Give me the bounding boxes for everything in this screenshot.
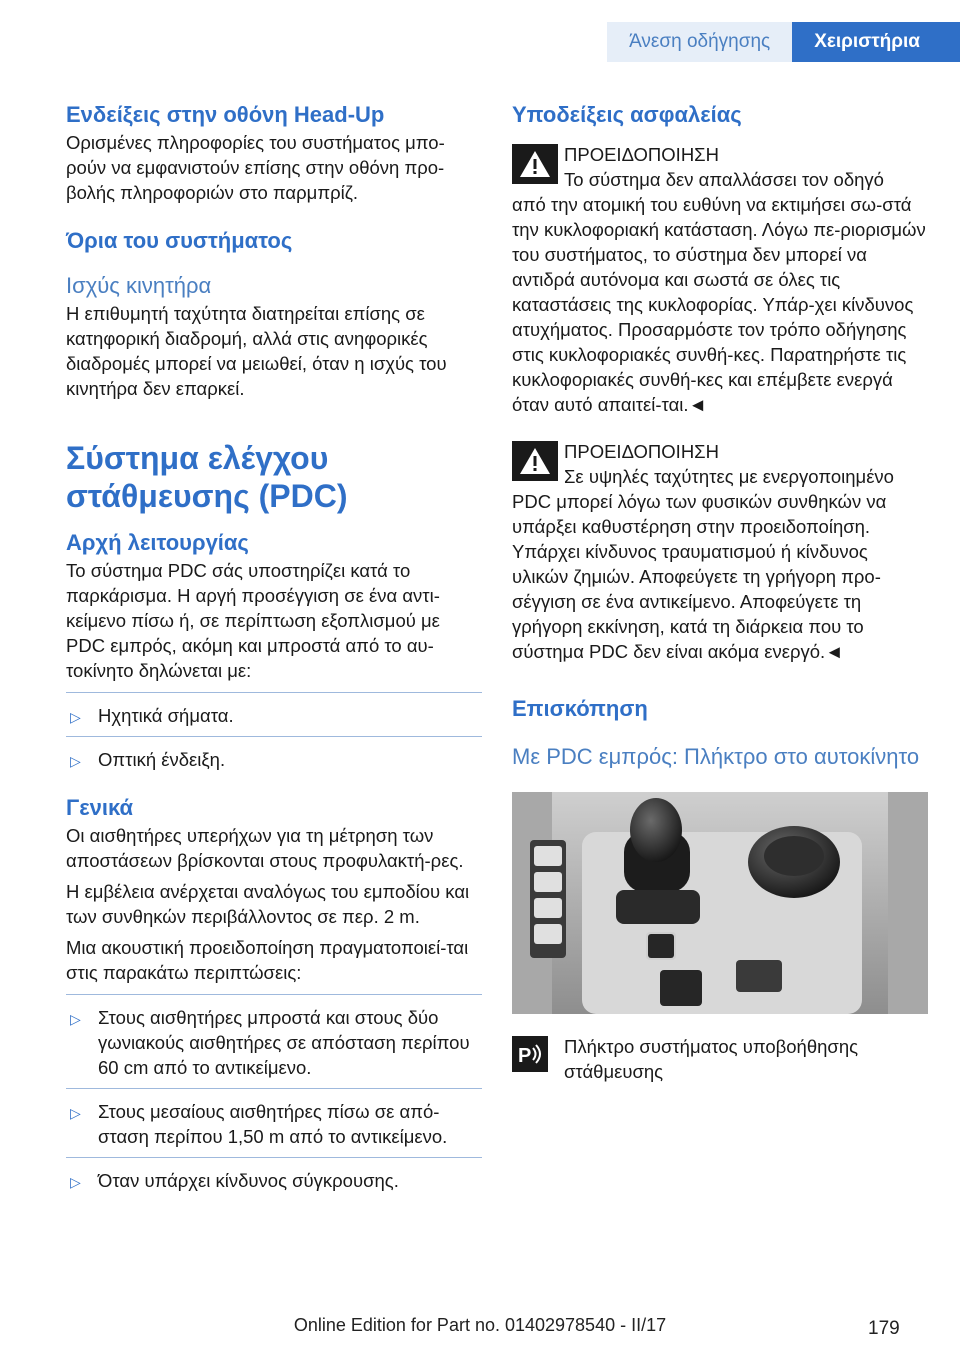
list-item: ▷ Στους αισθητήρες μπροστά και στους δύο γωνιακούς αισθητήρες σε απόσταση περίπου 60 cm από το αντικείμενο. [66,994,482,1088]
heading-general: Γενικά [66,795,134,820]
triangle-bullet-icon: ▷ [70,709,81,725]
triangle-bullet-icon: ▷ [70,1174,81,1190]
warning-triangle-icon [512,144,558,184]
center-console-photo [512,792,928,1014]
heading-front-pdc: Με PDC εμπρός: Πλήκτρο στο αυτοκίνητο [512,744,920,769]
triangle-bullet-icon: ▷ [70,1011,81,1027]
warning-text-first-line: Το σύστημα δεν απαλλάσσει τον οδηγό [564,169,884,190]
list-item: ▷ Όταν υπάρχει κίνδυνος σύγκρουσης. [66,1157,482,1201]
caption-text: Πλήκτρο συστήματος υποβοήθησης στάθμευσης [564,1036,859,1082]
heading-system-limits: Όρια του συστήματος [66,228,293,253]
heading-safety: Υποδείξεις ασφαλείας [512,102,742,127]
heading-overview: Επισκόπηση [512,696,648,721]
warning-cases-list [66,994,482,1201]
para-headup: Ορισμένες πληροφορίες του συστήματος μπο-ρούν να εμφανιστούν επίσης στην οθόνη προ-βολής πληροφοριών στο παρμπρίζ. [66,132,445,203]
principle-list [66,692,482,780]
list-item: ▷ Ηχητικά σήματα. [66,692,482,736]
chapter-tab: Χειριστήρια [792,22,960,62]
heading-pdc-line1: Σύστημα ελέγχου [66,440,329,476]
pdc-button-icon [512,1036,548,1072]
section-tab: Άνεση οδήγησης [607,22,792,62]
warning-label: ΠΡΟΕΙΔΟΠΟΙΗΣΗ [564,441,719,462]
para-principle: Το σύστημα PDC σάς υποστηρίζει κατά το παρκάρισμα. Η αργή προσέγγιση σε ένα αντι-κείμενο πίσω ή, σε περίπτωση εξοπλισμού με PDC εμπρός, ακόμη και μπροστά από το αυ-τοκίνητο δηλώνεται με: [66,560,440,681]
left-column [66,100,482,1201]
list-item: ▷ Στους μεσαίους αισθητήρες πίσω σε από-σταση περίπου 1,50 m από το αντικείμενο. [66,1088,482,1157]
heading-engine-power: Ισχύς κινητήρα [66,273,212,298]
triangle-bullet-icon: ▷ [70,1105,81,1121]
warning-triangle-icon [512,441,558,481]
heading-headup: Ενδείξεις στην οθόνη Head-Up [66,102,385,127]
svg-text:P: P [518,1045,532,1067]
page-header [607,22,960,62]
para-general-1: Οι αισθητήρες υπερήχων για τη μέτρηση των αποστάσεων βρίσκονται στους προφυλακτή-ρες. [66,825,464,871]
warning-text-first-line: Σε υψηλές ταχύτητες με ενεργοποιημένο [564,466,894,487]
triangle-bullet-icon: ▷ [70,753,81,769]
heading-pdc-line2: στάθμευσης (PDC) [66,478,348,514]
warning-text: PDC μπορεί λόγω των φυσικών συνθηκών να υπάρξει καθυστέρηση στην προειδοποίηση. Υπάρχει κίνδυνος τραυματισμού ή κίνδυνος υλικών ζημιών. Αποφεύγετε τη γρήγορη προ-σέγγιση σε ένα αντικείμενο. Αποφεύγετε τη γρήγορη εκκίνηση, κατά τη διάρκεια που το σύστημα PDC δεν είναι ακόμα ενεργό.◄ [512,491,887,662]
warning-box-1 [512,142,928,417]
warning-label: ΠΡΟΕΙΔΟΠΟΙΗΣΗ [564,144,719,165]
photo-caption [512,1034,928,1084]
warning-text: από την ατομική του ευθύνη να εκτιμήσει σω-στά την κυκλοφοριακή κατάσταση. Λόγω πε-ριορισμών του συστήματος, το σύστημα δεν μπορεί να αντιδρά αυτόνομα και σωστά σε όλες τις καταστάσεις της κυκλοφορίας. Υπάρ-χει κίνδυνος ατυχήματος. Προσαρμόστε τον τρόπο οδήγησης στις κυκλοφοριακές συνθή-κες. Παρατηρήστε τις κυκλοφοριακές συνθή-κες και επέμβετε ενεργά όταν αυτό απαιτεί-ται.◄ [512,194,926,415]
list-item: ▷ Οπτική ένδειξη. [66,736,482,780]
para-engine-power: Η επιθυμητή ταχύτητα διατηρείται επίσης σε κατηφορική διαδρομή, αλλά στις ανηφορικές διαδρομές μπορεί να μειωθεί, όταν η ισχύς του κινητήρα δεν επαρκεί. [66,303,447,399]
para-general-2: Η εμβέλεια ανέρχεται αναλόγως του εμποδίου και των συνθηκών περιβάλλοντος σε περ. 2 m. [66,881,470,927]
page-number: 179 [868,1318,900,1339]
edition-footer: Online Edition for Part no. 01402978540 - II/17 [293,1315,667,1335]
para-general-3: Μια ακουστική προειδοποίηση πραγματοποιεί-ται στις παρακάτω περιπτώσεις: [66,937,469,983]
right-column [512,100,928,1084]
warning-box-2 [512,439,928,664]
heading-principle: Αρχή λειτουργίας [66,530,249,555]
